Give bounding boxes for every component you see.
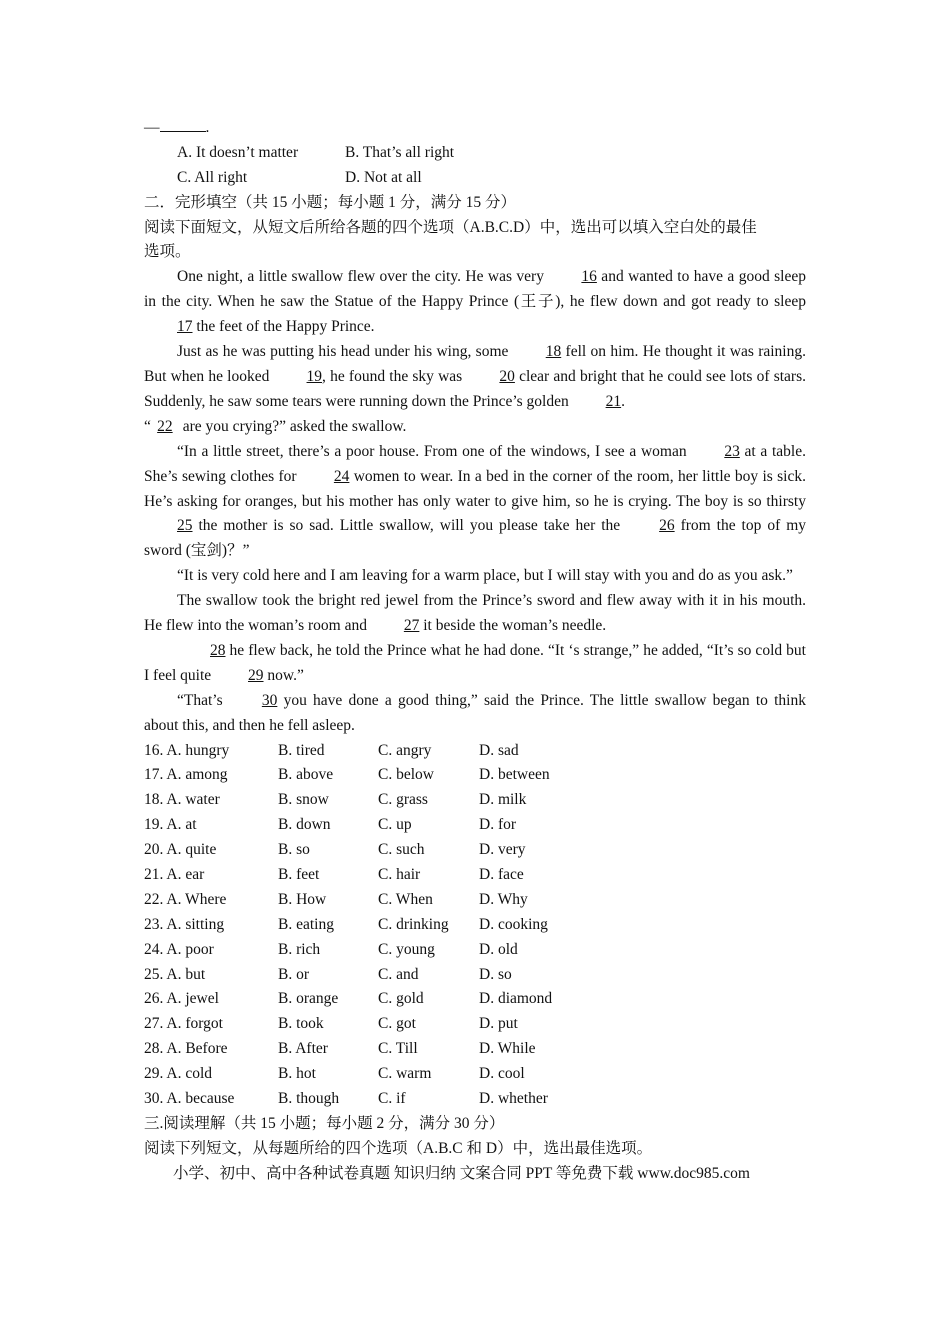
option-b: B. tired	[278, 741, 325, 759]
blank-27: 27	[403, 617, 420, 635]
option-c: C. below	[378, 766, 434, 784]
question-row	[144, 1037, 806, 1062]
passage-text: the feet of the Happy Prince.	[192, 318, 375, 336]
option-c: C. drinking	[378, 915, 449, 933]
passage-text: at a table. She’s sewing clothes for	[144, 442, 806, 485]
blank-22: 22	[157, 417, 173, 435]
option-a: 26. A. jewel	[144, 990, 219, 1008]
option-c: C. angry	[378, 741, 432, 759]
question-row	[144, 739, 806, 764]
passage-paragraph-2	[144, 340, 806, 415]
option-d: D. sad	[479, 741, 519, 759]
option-b: B. took	[278, 1015, 324, 1033]
blank-17: 17	[177, 318, 193, 336]
question-row	[144, 888, 806, 913]
option-b: B. After	[278, 1040, 328, 1058]
option-d: D. old	[479, 940, 518, 958]
passage-text: women to wear. In a bed in the corner of the room, her little boy is sick. He’s asking for oranges, but his mother has only water to give him, so he is crying. The boy is so thirsty	[144, 467, 806, 510]
question-row	[144, 963, 806, 988]
option-d: D. Not at all	[345, 168, 422, 186]
passage-text: “	[144, 417, 151, 435]
question-row	[144, 938, 806, 963]
option-c: C. When	[378, 890, 433, 908]
stem-end: .	[205, 119, 210, 136]
question-row	[144, 788, 806, 813]
option-d: D. milk	[479, 791, 527, 809]
section-3-instruction: 阅读下列短文，从每题所给的四个选项（A.B.C 和 D）中，选出最佳选项。	[144, 1139, 653, 1157]
passage-text: he flew back, he told the Prince what he had done. “It ‘s strange,” he added, “It’s so cold but I feel quite	[144, 641, 806, 684]
passage-paragraph-7	[144, 639, 806, 689]
option-a: 25. A. but	[144, 965, 206, 983]
passage-text: you have done a good thing,” said the Prince. The little swallow began to think about this, and then he fell asleep.	[144, 691, 806, 734]
blank-16: 16	[581, 268, 597, 286]
option-d: D. so	[479, 965, 512, 983]
blank-29: 29	[248, 666, 264, 684]
question-row	[144, 1012, 806, 1037]
question-row	[144, 987, 806, 1012]
blank-30: 30	[261, 691, 278, 709]
blank-28: 28	[210, 641, 226, 659]
blank-19: 19	[306, 367, 323, 385]
previous-question-stem	[144, 116, 806, 141]
question-row	[144, 1062, 806, 1087]
option-b: B. How	[278, 890, 327, 908]
blank-18: 18	[545, 343, 562, 361]
option-b: B. snow	[278, 791, 329, 809]
passage-paragraph-8	[144, 689, 806, 739]
answer-blank	[160, 117, 206, 132]
option-a: 18. A. water	[144, 791, 220, 809]
option-b: B. though	[278, 1090, 340, 1108]
section-3-heading: 三.阅读理解（共 15 小题；每小题 2 分，满分 30 分）	[144, 1114, 505, 1132]
passage-paragraph-6	[144, 589, 806, 639]
passage-paragraph-1	[144, 265, 806, 340]
question-row	[144, 1087, 806, 1112]
option-b: B. eating	[278, 915, 334, 933]
passage-text: Just as he was putting his head under his wing, some	[177, 343, 513, 361]
blank-20: 20	[499, 367, 515, 385]
passage-text: “That’s	[177, 691, 229, 709]
passage-text: are you crying?” asked the swallow.	[178, 417, 407, 435]
option-b: B. That’s all right	[345, 143, 455, 161]
option-d: D. cooking	[479, 915, 548, 933]
option-d: D. diamond	[479, 990, 553, 1008]
question-row	[144, 863, 806, 888]
option-b: B. so	[278, 841, 310, 859]
section-2-heading: 二．完形填空（共 15 小题；每小题 1 分，满分 15 分）	[144, 193, 517, 211]
passage-text: now.”	[263, 666, 304, 684]
option-a: 19. A. at	[144, 816, 197, 834]
option-a: 28. A. Before	[144, 1040, 228, 1058]
passage-text: The swallow took the bright red jewel from the Prince’s sword and flew away with it in his mouth. He flew into the woman’s room and	[144, 592, 806, 635]
question-row	[144, 838, 806, 863]
option-a: 23. A. sitting	[144, 915, 225, 933]
question-row	[144, 813, 806, 838]
blank-25: 25	[177, 517, 193, 535]
option-c: C. warm	[378, 1065, 432, 1083]
footer-text: 小学、初中、高中各种试卷真题 知识归纳 文案合同 PPT 等免费下载 www.doc985.com	[173, 1164, 750, 1182]
previous-options-row-2	[144, 166, 806, 191]
option-d: D. put	[479, 1015, 518, 1033]
option-c: C. got	[378, 1015, 416, 1033]
passage-text: , he found the sky was	[322, 367, 467, 385]
passage-text: “In a little street, there’s a poor house. From one of the windows, I see a woman	[177, 442, 692, 460]
option-a: 16. A. hungry	[144, 741, 230, 759]
option-a: 20. A. quite	[144, 841, 217, 859]
passage-text: it beside the woman’s needle.	[419, 617, 607, 635]
option-d: D. very	[479, 841, 526, 859]
passage-text: .	[621, 392, 625, 410]
option-c: C. gold	[378, 990, 424, 1008]
option-c: C. young	[378, 940, 435, 958]
option-d: D. cool	[479, 1065, 525, 1083]
option-b: B. down	[278, 816, 331, 834]
passage-text: clear and bright that he could see lots of stars. Suddenly, he saw some tears were running down the Prince’s golden	[144, 367, 806, 410]
option-d: D. for	[479, 816, 517, 834]
passage-text: from the top of my sword (宝剑)？”	[144, 517, 806, 560]
blank-24: 24	[333, 467, 350, 485]
option-c: C. grass	[378, 791, 428, 809]
blank-23: 23	[724, 442, 740, 460]
option-b: B. above	[278, 766, 334, 784]
option-b: B. rich	[278, 940, 321, 958]
question-row	[144, 763, 806, 788]
option-a: 24. A. poor	[144, 940, 214, 958]
passage-text: the mother is so sad. Little swallow, will you please take her the	[192, 517, 627, 535]
option-c: C. such	[378, 841, 425, 859]
option-a: 29. A. cold	[144, 1065, 213, 1083]
dash: —	[144, 119, 160, 136]
option-a: 21. A. ear	[144, 866, 205, 884]
option-a: 17. A. among	[144, 766, 228, 784]
option-c: C. All right	[177, 168, 248, 186]
blank-21: 21	[605, 392, 622, 410]
section-2-instruction-1: 阅读下面短文，从短文后所给各题的四个选项（A.B.C.D）中，选出可以填入空白处的最佳	[144, 218, 757, 236]
option-a: A. It doesn’t matter	[177, 143, 299, 161]
option-c: C. up	[378, 816, 412, 834]
passage-text: fell on him. He thought it was raining. But when he looked	[144, 343, 806, 385]
option-b: B. orange	[278, 990, 339, 1008]
passage-text: and wanted to have a good sleep in the city. When he saw the Statue of the Happy Prince (王子), he flew down and got ready to sleep	[144, 268, 806, 311]
option-d: D. Why	[479, 890, 528, 908]
option-a: 27. A. forgot	[144, 1015, 223, 1033]
option-a: 22. A. Where	[144, 890, 227, 908]
passage-paragraph-3	[144, 415, 806, 440]
option-c: C. and	[378, 965, 419, 983]
blank-26: 26	[659, 517, 675, 535]
option-d: D. whether	[479, 1090, 548, 1108]
option-d: D. While	[479, 1040, 536, 1058]
option-a: 30. A. because	[144, 1090, 235, 1108]
passage-paragraph-4	[144, 440, 806, 565]
option-d: D. face	[479, 866, 524, 884]
option-c: C. if	[378, 1090, 406, 1108]
option-c: C. Till	[378, 1040, 418, 1058]
option-d: D. between	[479, 766, 550, 784]
question-options-list	[144, 739, 806, 1112]
option-b: B. hot	[278, 1065, 316, 1083]
option-b: B. or	[278, 965, 309, 983]
previous-options-row-1	[144, 141, 806, 166]
passage-text: One night, a little swallow flew over the city. He was very	[177, 268, 549, 286]
passage-paragraph-5: “It is very cold here and I am leaving for a warm place, but I will stay with you and do as you ask.”	[177, 567, 793, 585]
exam-page	[144, 116, 806, 1187]
option-c: C. hair	[378, 866, 421, 884]
option-b: B. feet	[278, 866, 320, 884]
section-2-instruction-2: 选项。	[144, 243, 191, 261]
question-row	[144, 913, 806, 938]
